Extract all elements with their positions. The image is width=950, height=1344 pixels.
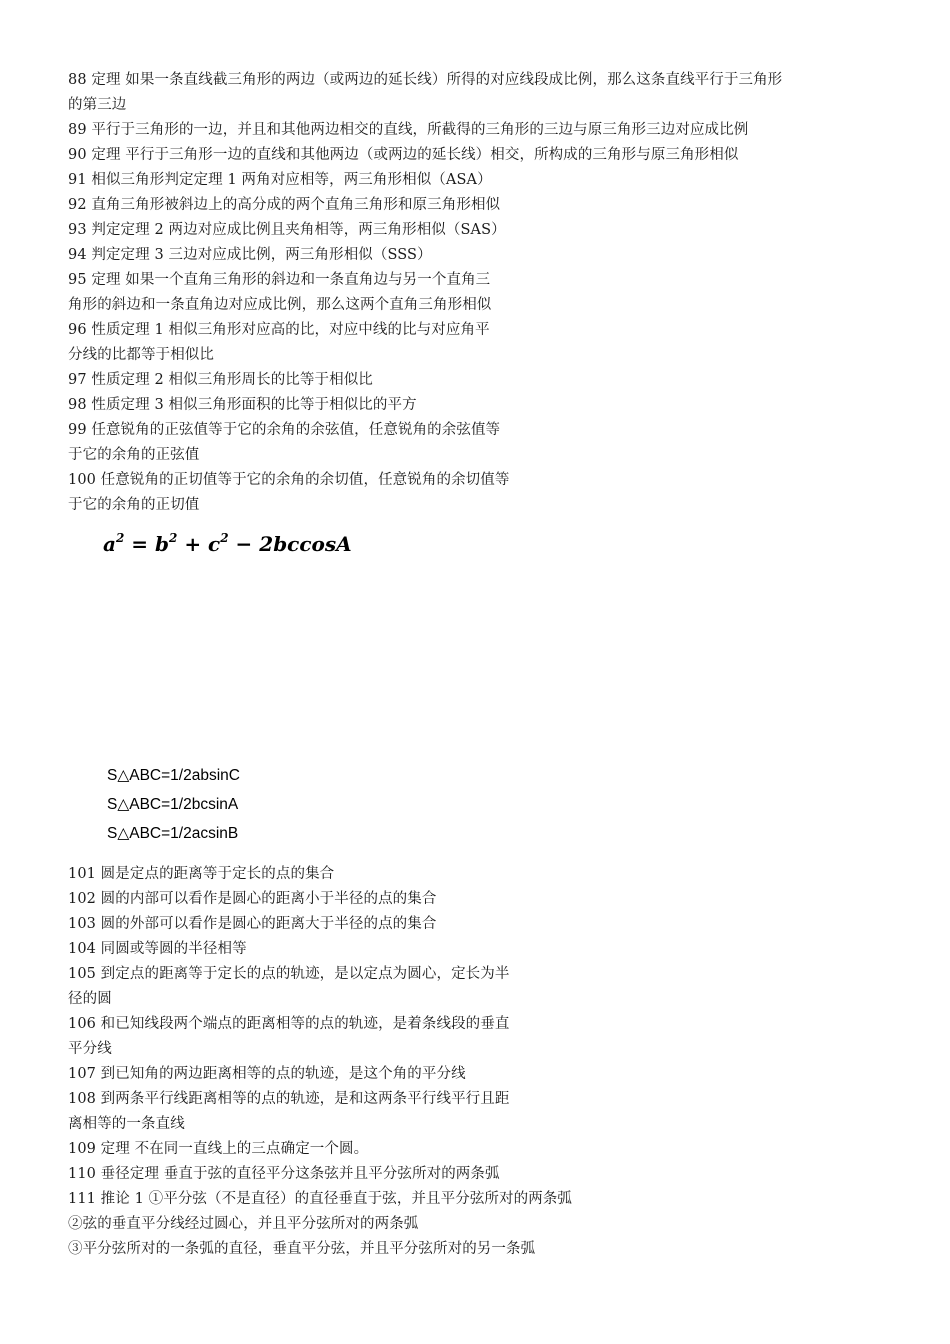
formula-exponent: 2 [115, 531, 125, 545]
text-line: 分线的比都等于相似比 [68, 347, 214, 363]
formula-c: c [208, 532, 221, 556]
text-line: 96 性质定理 1 相似三角形对应高的比，对应中线的比与对应角平 [68, 322, 490, 338]
triangle-area-formulas [107, 761, 240, 848]
text-line: 107 到已知角的两边距离相等的点的轨迹，是这个角的平分线 [68, 1066, 466, 1082]
law-of-cosines-formula [103, 525, 352, 557]
formula-exponent: 2 [220, 531, 229, 545]
text-line: 径的圆 [68, 991, 112, 1007]
text-line: 102 圆的内部可以看作是圆心的距离小于半径的点的集合 [68, 891, 437, 907]
text-line: 106 和已知线段两个端点的距离相等的点的轨迹，是着条线段的垂直 [68, 1016, 510, 1032]
formula-plus: + [177, 532, 209, 556]
text-line: 94 判定定理 3 三边对应成比例，两三角形相似（SSS） [68, 247, 432, 263]
formula-minus-term: − 2bccos [228, 532, 337, 556]
text-line: 110 垂径定理 垂直于弦的直径平分这条弦并且平分弦所对的两条弧 [68, 1166, 500, 1182]
formula-exponent: 2 [169, 531, 178, 545]
text-line: 91 相似三角形判定定理 1 两角对应相等，两三角形相似（ASA） [68, 172, 492, 188]
text-line: 的第三边 [68, 97, 127, 113]
theorem-list-101-111 [68, 862, 898, 1262]
text-line: ②弦的垂直平分线经过圆心，并且平分弦所对的两条弧 [68, 1216, 419, 1232]
text-line: 角形的斜边和一条直角边对应成比例，那么这两个直角三角形相似 [68, 297, 492, 313]
text-line: 95 定理 如果一个直角三角形的斜边和一条直角边与另一个直角三 [68, 272, 491, 288]
formula-equals: = [124, 532, 156, 556]
text-line: 109 定理 不在同一直线上的三点确定一个圆。 [68, 1141, 369, 1157]
text-line: 于它的余角的正弦值 [68, 447, 200, 463]
text-line: 离相等的一条直线 [68, 1116, 185, 1132]
text-line: 于它的余角的正切值 [68, 497, 200, 513]
text-line: 93 判定定理 2 两边对应成比例且夹角相等，两三角形相似（SAS） [68, 222, 506, 238]
text-line: 105 到定点的距离等于定长的点的轨迹，是以定点为圆心，定长为半 [68, 966, 510, 982]
text-line: ③平分弦所对的一条弧的直径，垂直平分弦，并且平分弦所对的另一条弧 [68, 1241, 536, 1257]
theorem-list-88-100 [68, 68, 898, 518]
formula-b: b [155, 532, 169, 556]
text-line: 101 圆是定点的距离等于定长的点的集合 [68, 866, 335, 882]
text-line: 89 平行于三角形的一边，并且和其他两边相交的直线，所截得的三角形的三边与原三角形三边对应成比例 [68, 122, 749, 138]
text-line: 99 任意锐角的正弦值等于它的余角的余弦值，任意锐角的余弦值等 [68, 422, 501, 438]
text-line: 88 定理 如果一条直线截三角形的两边（或两边的延长线）所得的对应线段成比例，那么这条直线平行于三角形 [68, 72, 783, 88]
text-line: 108 到两条平行线距离相等的点的轨迹，是和这两条平行线平行且距 [68, 1091, 510, 1107]
text-line: 100 任意锐角的正切值等于它的余角的余切值，任意锐角的余切值等 [68, 472, 510, 488]
text-line: 97 性质定理 2 相似三角形周长的比等于相似比 [68, 372, 373, 388]
area-formula: S△ABC=1/2bcsinA [107, 796, 239, 813]
text-line: 103 圆的外部可以看作是圆心的距离大于半径的点的集合 [68, 916, 437, 932]
formula-a: a [103, 532, 116, 556]
area-formula: S△ABC=1/2absinC [107, 767, 240, 784]
formula-angle-a: A [336, 532, 352, 556]
text-line: 90 定理 平行于三角形一边的直线和其他两边（或两边的延长线）相交，所构成的三角形与原三角形相似 [68, 147, 739, 163]
area-formula: S△ABC=1/2acsinB [107, 825, 239, 842]
text-line: 111 推论 1 ①平分弦（不是直径）的直径垂直于弦，并且平分弦所对的两条弧 [68, 1191, 573, 1207]
text-line: 92 直角三角形被斜边上的高分成的两个直角三角形和原三角形相似 [68, 197, 501, 213]
text-line: 98 性质定理 3 相似三角形面积的比等于相似比的平方 [68, 397, 417, 413]
text-line: 平分线 [68, 1041, 112, 1057]
text-line: 104 同圆或等圆的半径相等 [68, 941, 247, 957]
